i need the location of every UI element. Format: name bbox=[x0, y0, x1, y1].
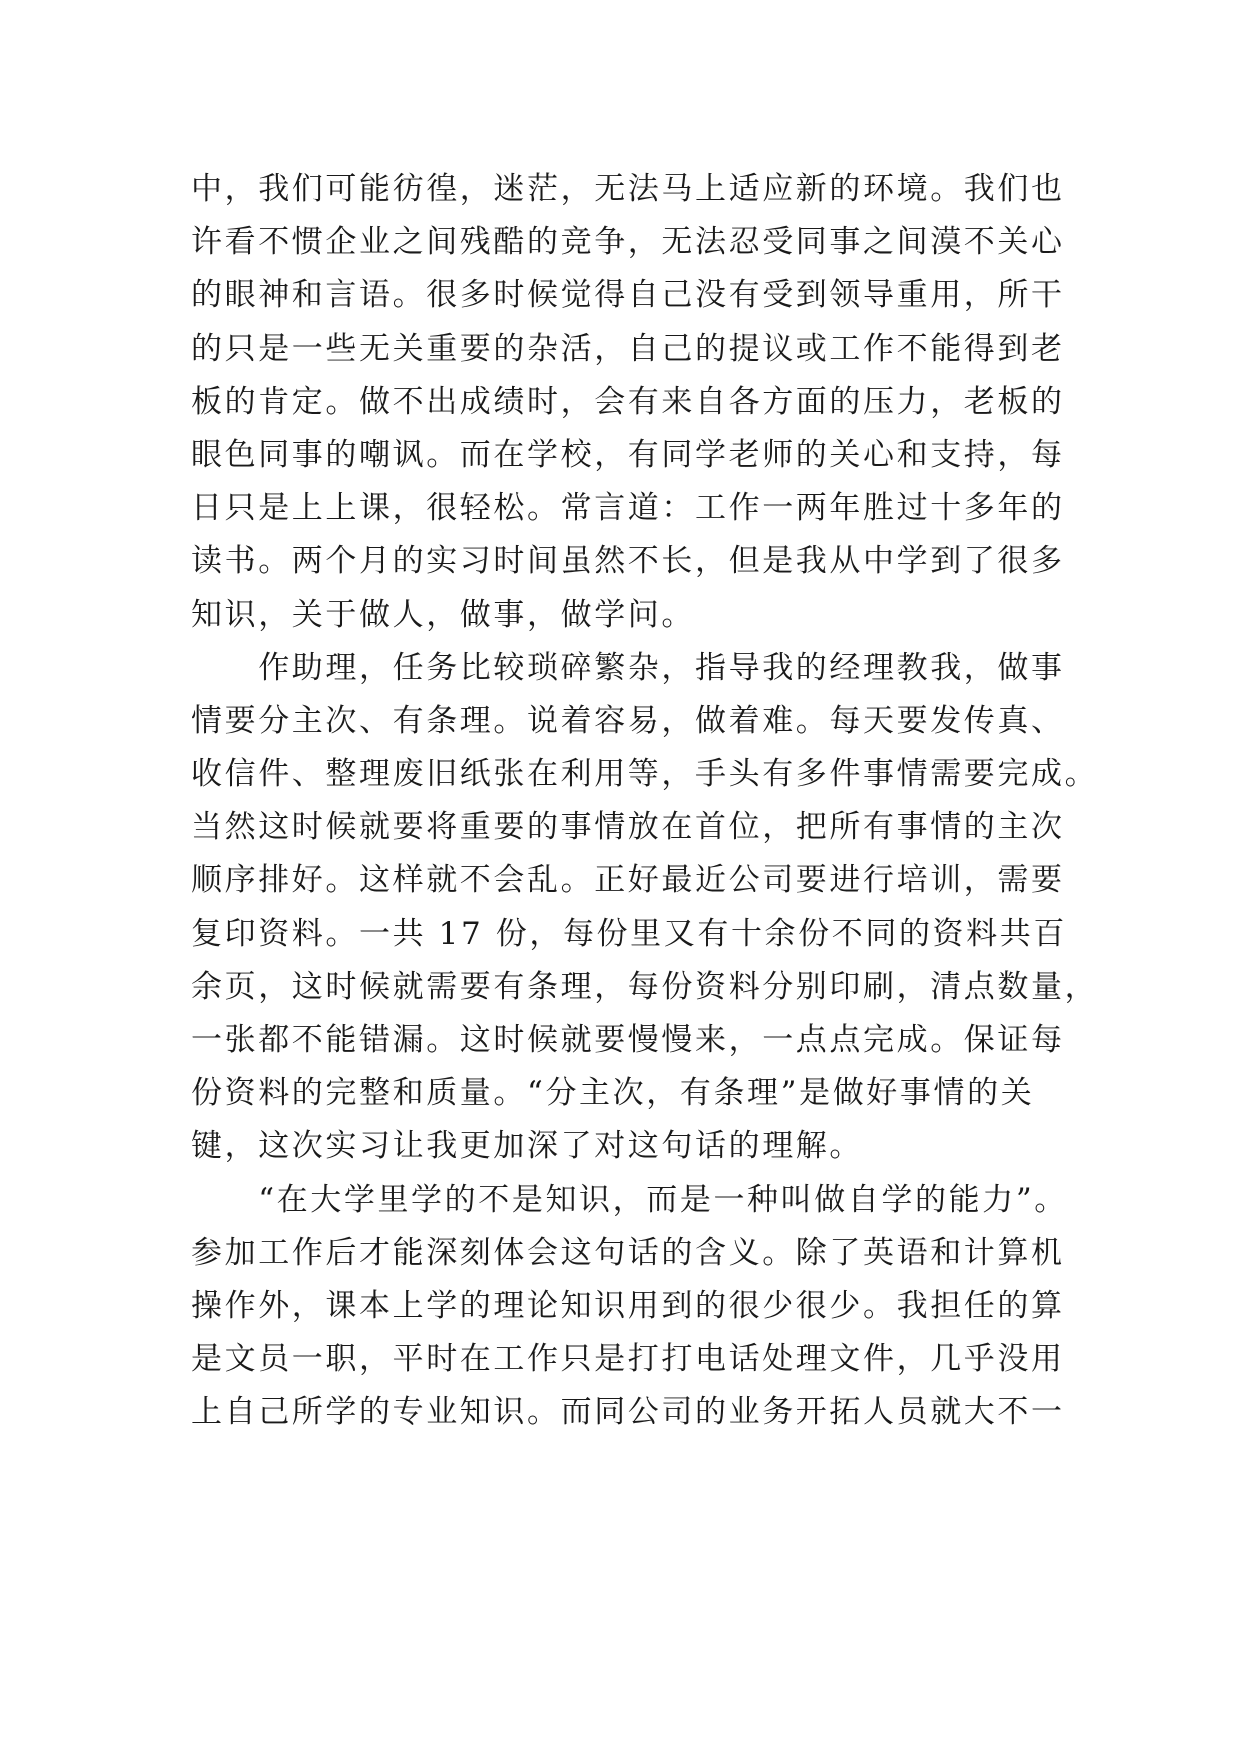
text-line: 日只是上上课，很轻松。常言道：工作一两年胜过十多年的 bbox=[191, 490, 1065, 527]
text-line: 复印资料。一共 17 份，每份里又有十余份不同的资料共百 bbox=[191, 915, 1067, 952]
text-line: 当然这时候就要将重要的事情放在首位，把所有事情的主次 bbox=[191, 809, 1065, 846]
text-line: “在大学里学的不是知识，而是一种叫做自学的能力”。 bbox=[191, 1181, 1068, 1218]
text-line: 一张都不能错漏。这时候就要慢慢来，一点点完成。保证每 bbox=[191, 1022, 1065, 1058]
text-line: 的眼神和言语。很多时候觉得自己没有受到领导重用，所干 bbox=[191, 277, 1065, 314]
text-line: 的只是一些无关重要的杂活，自己的提议或工作不能得到老 bbox=[191, 330, 1065, 367]
text-line: 参加工作后才能深刻体会这句话的含义。除了英语和计算机 bbox=[191, 1234, 1065, 1271]
text-line: 知识，关于做人，做事，做学问。 bbox=[191, 596, 695, 633]
text-line: 中，我们可能彷徨，迷茫，无法马上适应新的环境。我们也 bbox=[191, 171, 1065, 207]
text-line: 份资料的完整和质量。“分主次，有条理”是做好事情的关 bbox=[191, 1075, 1035, 1112]
text-line: 眼色同事的嘲讽。而在学校，有同学老师的关心和支持，每 bbox=[191, 436, 1065, 473]
text-line: 读书。两个月的实习时间虽然不长，但是我从中学到了很多 bbox=[191, 543, 1065, 580]
text-line: 上自己所学的专业知识。而同公司的业务开拓人员就大不一 bbox=[191, 1394, 1065, 1431]
text-line: 余页，这时候就需要有条理，每份资料分别印刷，清点数量， bbox=[191, 968, 1099, 1005]
text-line: 键，这次实习让我更加深了对这句话的理解。 bbox=[191, 1128, 863, 1165]
text-line: 顺序排好。这样就不会乱。正好最近公司要进行培训，需要 bbox=[191, 862, 1065, 899]
text-line: 是文员一职，平时在工作只是打打电话处理文件，几乎没用 bbox=[191, 1341, 1065, 1378]
text-line: 许看不惯企业之间残酷的竞争，无法忍受同事之间漠不关心 bbox=[191, 224, 1065, 261]
text-line: 板的肯定。做不出成绩时，会有来自各方面的压力，老板的 bbox=[191, 383, 1065, 420]
text-line: 作助理，任务比较琐碎繁杂，指导我的经理教我，做事 bbox=[191, 649, 1065, 686]
body-text bbox=[191, 163, 1099, 1440]
text-line: 情要分主次、有条理。说着容易，做着难。每天要发传真、 bbox=[191, 702, 1065, 739]
text-line: 操作外，课本上学的理论知识用到的很少很少。我担任的算 bbox=[191, 1287, 1065, 1324]
text-line: 收信件、整理废旧纸张在利用等，手头有多件事情需要完成。 bbox=[191, 756, 1099, 793]
